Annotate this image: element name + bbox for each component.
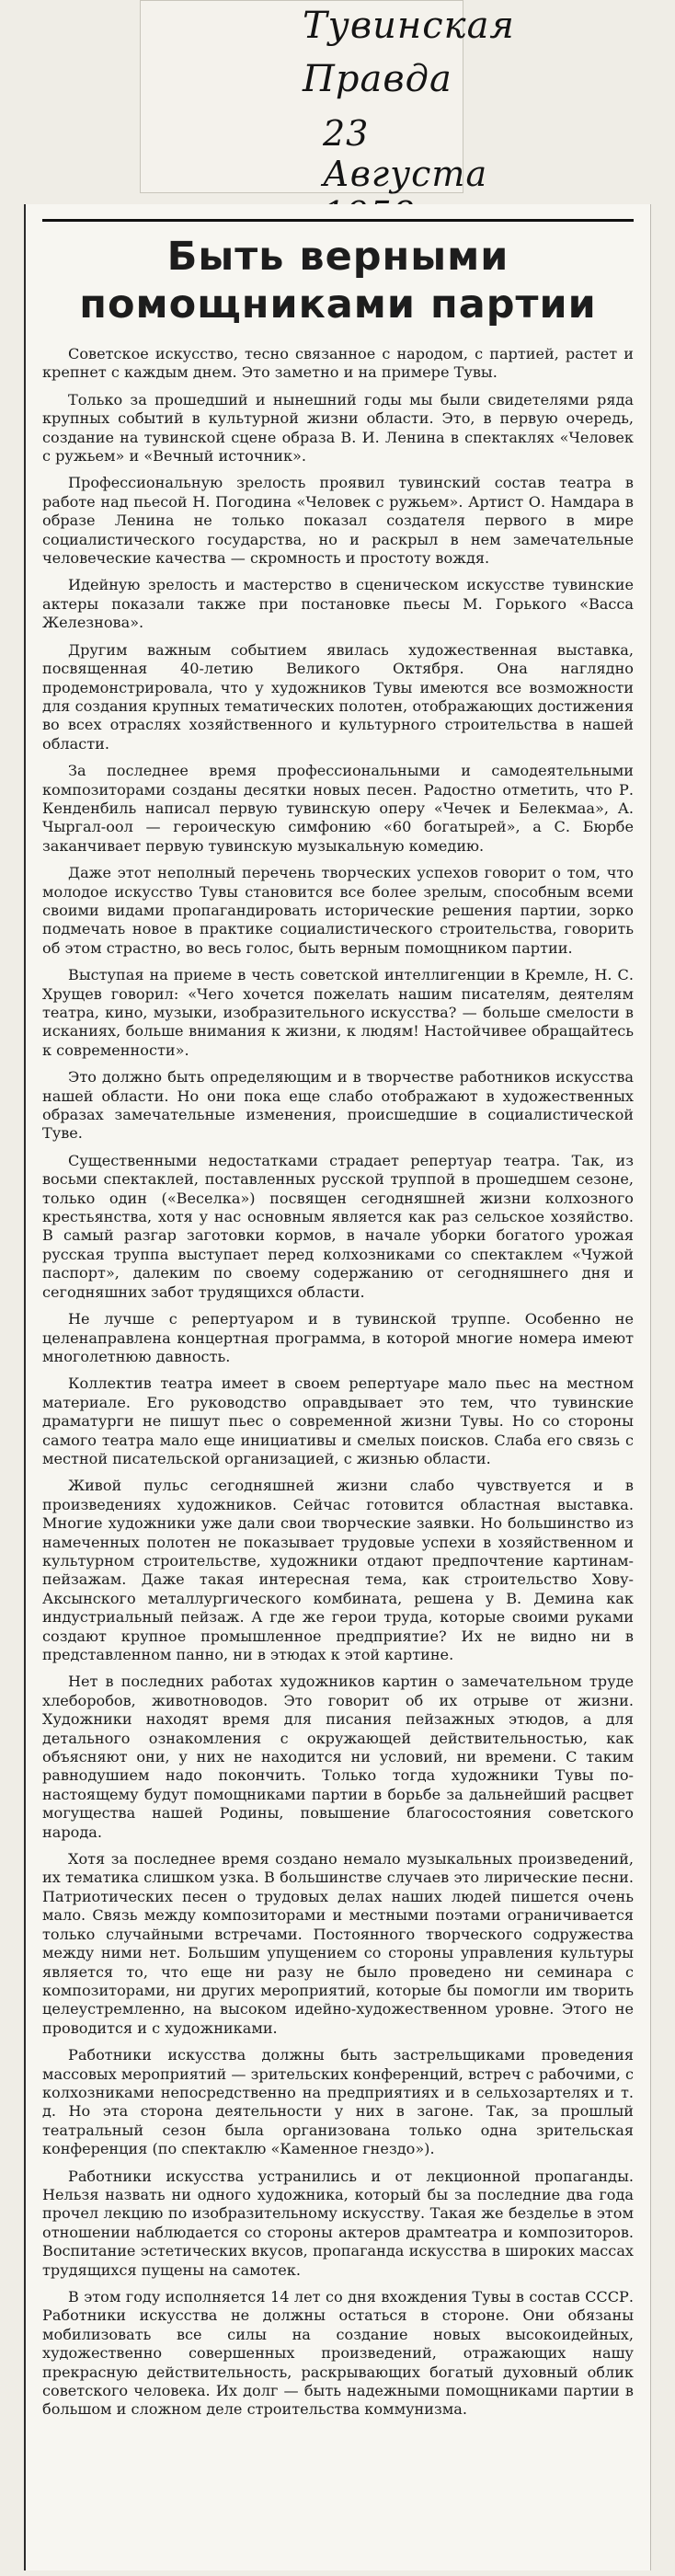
article-paragraph: Выступая на приеме в честь советской интеллигенции в Кремле, Н. С. Хрущев говорил: «Чего хочется пожелать нашим писателям, деятелям театра, кино, музыки, изобразительного искусства? — больше смелости в исканиях, больше внимания к жизни, к людям! Настойчивее обращайтесь к современности». <box>42 966 634 1059</box>
article-body <box>42 345 634 2420</box>
headline-line-2: помощниками партии <box>79 282 597 328</box>
handwritten-date: 23 Августа <box>323 113 488 194</box>
article-paragraph: Живой пульс сегодняшней жизни слабо чувствуется и в произведениях художников. Сейчас готовится областная выставка. Многие художники уже дали свои творческие заявки. Но большинство из намеченных полотен не показывает трудовые успехи в хозяйственном и культурном строительстве, художники отдают предпочтение картинам-пейзажам. Даже такая интересная тема, как строительство Хову-Аксынского металлургического комбината, решена у В. Демина как индустриальный пейзаж. А где же герои труда, которые своими руками создают крупное промышленное предприятие? Их не видно ни в представленном панно, ни в этюдах к этой картине. <box>42 1477 634 1663</box>
article-paragraph: В этом году исполняется 14 лет со дня вхождения Тувы в состав СССР. Работники искусства не должны остаться в стороне. Они обязаны мобилизовать все силы на создание новых высокоидейных, художественно совершенных произведений, отражающих нашу прекрасную действительность, раскрывающих богатый духовный облик советского человека. Их долг — быть надежными помощниками партии в большом и сложном деле строительства коммунизма. <box>42 2288 634 2419</box>
top-rule <box>42 219 634 222</box>
article-paragraph: Коллектив театра имеет в своем репертуаре мало пьес на местном материале. Его руководство оправдывает это тем, что тувинские драматурги не пишут пьес о современной жизни Тувы. Но со стороны самого театра мало еще инициативы и смелых поисков. Слаба его связь с местной писательской организацией, с жизнью области. <box>42 1374 634 1467</box>
article-paragraph: Профессиональную зрелость проявил тувинский состав театра в работе над пьесой Н. Погодина «Человек с ружьем». Артист О. Намдара в образе Ленина не только показал создателя первого в мире социалистического государства, но и раскрыл в нем замечательные человеческие качества — скромность и простоту вождя. <box>42 474 634 568</box>
handwritten-newspaper-name: Тувинская <box>303 5 515 47</box>
article-headline <box>42 233 634 328</box>
newspaper-clipping <box>24 204 651 2570</box>
article-paragraph: Идейную зрелость и мастерство в сценическом искусстве тувинские актеры показали также при постановке пьесы М. Горького «Васса Железнова». <box>42 576 634 632</box>
article-paragraph: Работники искусства должны быть застрельщиками проведения массовых мероприятий — зрительских конференций, встреч с рабочими, с колхозниками непосредственно на предприятиях и в сельхозартелях и т. д. Но эта сторона деятельности у них в загоне. Так, за прошлый театральный сезон была организована только одна зрительская конференция (по спектаклю «Каменное гнездо»). <box>42 2046 634 2158</box>
handwritten-newspaper-name-2: Правда <box>303 58 452 100</box>
article-paragraph: Другим важным событием явилась художественная выставка, посвященная 40-летию Великого Октября. Она наглядно продемонстрировала, что у художников Тувы имеются все возможности для создания крупных тематических полотен, отображающих достижения во всех отраслях хозяйственного и культурного строительства в нашей области. <box>42 640 634 753</box>
headline-line-1: Быть верными <box>166 234 509 280</box>
article-paragraph: Не лучше с репертуаром и в тувинской труппе. Особенно не целенаправлена концертная программа, в которой многие номера имеют многолетнюю давность. <box>42 1310 634 1365</box>
article-paragraph: Даже этот неполный перечень творческих успехов говорит о том, что молодое искусство Тувы становится все более зрелым, способным всеми своими видами пропагандировать исторические решения партии, зорко подмечать новое в практике социалистического строительства, говорить об этом страстно, во весь голос, быть верным помощником партии. <box>42 864 634 957</box>
article-paragraph: Только за прошедший и нынешний годы мы были свидетелями ряда крупных событий в культурной жизни области. Это, в первую очередь, создание на тувинской сцене образа В. И. Ленина в спектаклях «Человек с ружьем» и «Вечный источник». <box>42 390 634 466</box>
article-paragraph: Советское искусство, тесно связанное с народом, с партией, растет и крепнет с каждым днем. Это заметно и на примере Тувы. <box>42 345 634 382</box>
article-paragraph: Существенными недостатками страдает репертуар театра. Так, из восьми спектаклей, поставленных русской труппой в прошедшем сезоне, только один («Веселка») посвящен сегодняшней жизни колхозного крестьянства, хотя у нас основным является как раз сельское хозяйство. В самый разгар заготовки кормов, в начале уборки богатого урожая русская труппа выступает перед колхозниками со спектаклем «Чужой паспорт», далеким по своему содержанию от сегодняшнего дня и сегодняшних забот трудящихся области. <box>42 1151 634 1301</box>
handwritten-note-stub <box>140 0 515 194</box>
article-paragraph: Нет в последних работах художников картин о замечательном труде хлеборобов, животноводов. Это говорит об их отрыве от жизни. Художники находят время для писания пейзажных этюдов, а для детального ознакомления с окружающей действительностью, как объясняют они, у них не находится ни условий, ни времени. С таким равнодушием надо покончить. Только тогда художники Тувы по-настоящему будут помощниками партии в борьбе за дальнейший расцвет могущества нашей Родины, повышение благосостояния советского народа. <box>42 1673 634 1841</box>
article-paragraph: За последнее время профессиональными и самодеятельными композиторами созданы десятки новых песен. Радостно отметить, что Р. Кенденбиль написал первую тувинскую оперу «Чечек и Белекмаа», А. Чыргал-оол — героическую симфонию «60 богатырей», а С. Бюрбе заканчивает первую тувинскую музыкальную комедию. <box>42 762 634 855</box>
article-paragraph: Это должно быть определяющим и в творчестве работников искусства нашей области. Но они пока еще слабо отображают в художественных образах замечательные изменения, происшедшие в социалистической Туве. <box>42 1068 634 1143</box>
article-paragraph: Хотя за последнее время создано немало музыкальных произведений, их тематика слишком узка. В большинстве случаев это лирические песни. Патриотических песен о трудовых делах наших людей пишется очень мало. Связь между композиторами и местными поэтами ограничивается только случайными встречами. Постоянного творческого содружества между ними нет. Большим упущением со стороны управления культуры является то, что еще ни разу не было проведено ни семинара с композиторами, ни других мероприятий, которые бы помогли им творить целеустремленно, на высоком идейно-художественном уровне. Этого не проводится и с художниками. <box>42 1850 634 2037</box>
article-paragraph: Работники искусства устранились и от лекционной пропаганды. Нельзя назвать ни одного художника, который бы за последние два года прочел лекцию по изобразительному искусству. Такая же безделье в этом отношении наблюдается со стороны актеров драмтеатра и композиторов. Воспитание эстетических вкусов, пропаганда искусства в широких массах трудящихся пущены на самотек. <box>42 2167 634 2279</box>
